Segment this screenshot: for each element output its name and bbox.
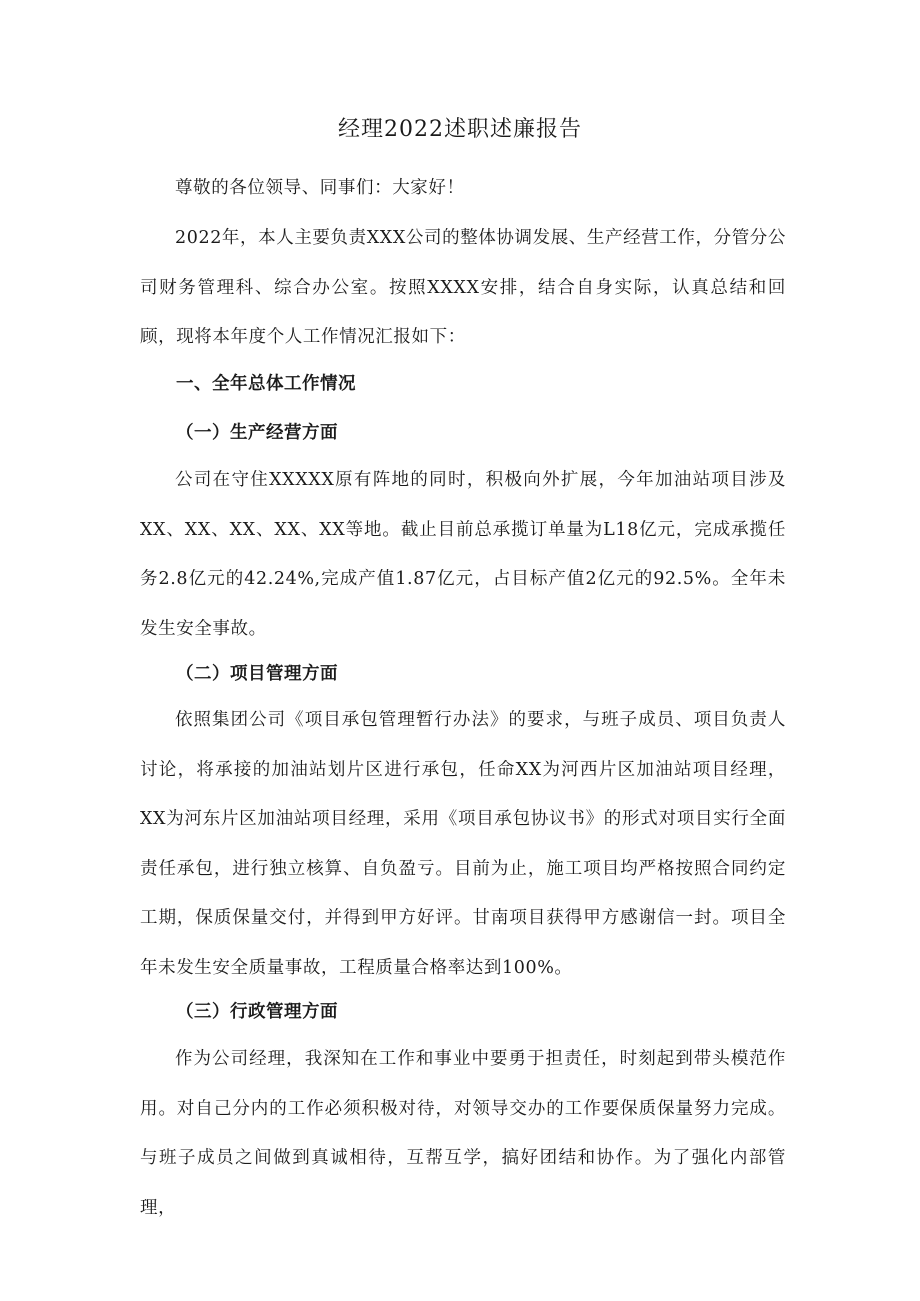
intro-paragraph: 2022年，本人主要负责XXX公司的整体协调发展、生产经营工作，分管分公司财务管理科、综合办公室。按照XXXX安排，结合自身实际，认真总结和回顾，现将本年度个人工作情况汇报如下： — [140, 228, 787, 347]
production-paragraph: 公司在守住XXXXX原有阵地的同时，积极向外扩展，今年加油站项目涉及XX、XX、XX、XX、XX等地。截止目前总承揽订单量为L18亿元，完成承揽任务2.8亿元的42.24%,完成产值1.87亿元，占目标产值2亿元的92.5%。全年未发生安全事故。 — [140, 470, 786, 639]
subsection-heading-project: （二）项目管理方面 — [176, 664, 338, 684]
project-paragraph: 依照集团公司《项目承包管理暂行办法》的要求，与班子成员、项目负责人讨论，将承接的加油站划片区进行承包，任命XX为河西片区加油站项目经理，XX为河东片区加油站项目经理，采用《项目承包协议书》的形式对项目实行全面责任承包，进行独立核算、自负盈亏。目前为止，施工项目均严格按照合同约定工期，保质保量交付，并得到甲方好评。甘南项目获得甲方感谢信一封。项目全年未发生安全质量事故，工程质量合格率达到100%。 — [140, 710, 786, 978]
section-heading-1: 一、全年总体工作情况 — [176, 374, 356, 394]
subsection-heading-admin: （三）行政管理方面 — [176, 1002, 338, 1022]
document-title: 经理2022述职述廉报告 — [338, 117, 582, 142]
greeting-paragraph: 尊敬的各位领导、同事们：大家好！ — [175, 178, 465, 198]
admin-paragraph: 作为公司经理，我深知在工作和事业中要勇于担责任，时刻起到带头模范作用。对自己分内的工作必须积极对待，对领导交办的工作要保质保量努力完成。与班子成员之间做到真诚相待，互帮互学，搞好团结和协作。为了强化内部管理， — [140, 1049, 786, 1218]
subsection-heading-production: （一）生产经营方面 — [176, 423, 338, 443]
